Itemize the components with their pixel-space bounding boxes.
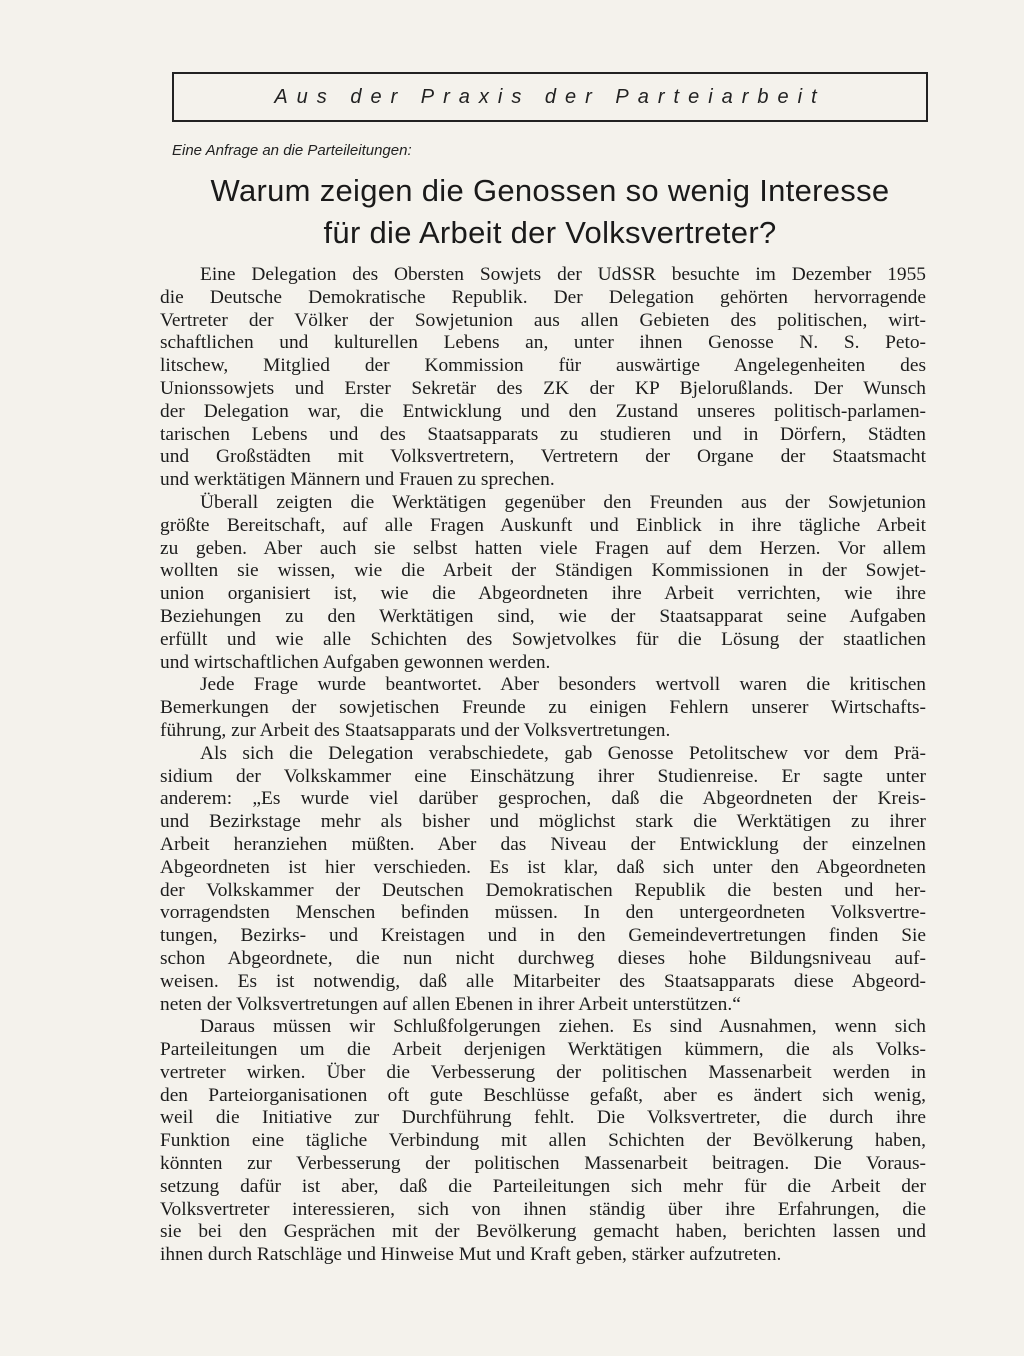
text-line: sie bei den Gesprächen mit der Bevölkerung gemacht haben, berichten lassen und	[160, 1221, 926, 1243]
text-line: Arbeit heranziehen müßten. Aber das Niveau der Entwicklung der einzelnen	[160, 833, 926, 855]
article-title-line: für die Arbeit der Volksvertreter?	[323, 215, 777, 250]
text-line: könnten zur Verbesserung der politischen Massenarbeit beitragen. Die Voraus-	[160, 1153, 926, 1175]
text-line: Unionssowjets und Erster Sekretär des ZK der KP Bjelorußlands. Der Wunsch	[160, 377, 926, 399]
article-title	[160, 170, 940, 254]
text-line: setzung dafür ist aber, daß die Parteileitungen sich mehr für die Arbeit der	[160, 1175, 926, 1197]
paragraph	[160, 674, 926, 742]
paragraph	[160, 492, 926, 674]
text-line: sidium der Volkskammer eine Einschätzung ihrer Studienreise. Er sagte unter	[160, 765, 926, 787]
text-line: vorragendsten Menschen befinden müssen. In den untergeordneten Volksvertre-	[160, 902, 926, 924]
text-line: schaftlichen und kulturellen Lebens an, unter ihnen Genosse N. S. Peto-	[160, 332, 926, 354]
text-line: Abgeordneten ist hier verschieden. Es ist klar, daß sich unter den Abgeordneten	[160, 856, 926, 878]
text-line: Volksvertreter interessieren, sich von ihnen ständig über ihre Erfahrungen, die	[160, 1198, 926, 1220]
text-line: Jede Frage wurde beantwortet. Aber besonders wertvoll waren die kritischen	[200, 674, 926, 696]
text-line: Vertreter der Völker der Sowjetunion aus allen Gebieten des politischen, wirt-	[160, 309, 926, 331]
text-line: anderem: „Es wurde viel darüber gesprochen, daß die Abgeordneten der Kreis-	[160, 788, 926, 810]
text-line: tarischen Lebens und des Staatsapparats zu studieren und in Dörfern, Städten	[160, 423, 926, 445]
text-line: wollten sie wissen, wie die Arbeit der Ständigen Kommissionen in der Sowjet-	[160, 560, 926, 582]
text-line: größte Bereitschaft, auf alle Fragen Auskunft und Einblick in ihre tägliche Arbeit	[160, 514, 926, 536]
text-line: schon Abgeordnete, die nun nicht durchweg dieses hohe Bildungsniveau auf-	[160, 947, 926, 969]
section-header-box	[172, 72, 928, 122]
paragraph	[160, 264, 926, 492]
article-title-line: Warum zeigen die Genossen so wenig Interesse	[210, 173, 890, 208]
text-line: Daraus müssen wir Schlußfolgerungen ziehen. Es sind Ausnahmen, wenn sich	[200, 1016, 926, 1038]
text-line: weil die Initiative zur Durchführung fehlt. Die Volksvertreter, die durch ihre	[160, 1107, 926, 1129]
text-line: Eine Delegation des Obersten Sowjets der UdSSR besuchte im Dezember 1955	[200, 264, 926, 285]
text-line: und Großstädten mit Volksvertretern, Vertretern der Organe der Staatsmacht	[160, 446, 926, 468]
text-line: Überall zeigten die Werktätigen gegenüber den Freunden aus der Sowjetunion	[200, 491, 926, 513]
text-line: zu geben. Aber auch sie selbst hatten viele Fragen auf dem Herzen. Vor allem	[160, 537, 926, 559]
text-line: und Bezirkstage mehr als bisher und möglichst stark die Werktätigen zu ihrer	[160, 811, 926, 833]
text-line: den Parteiorganisationen oft gute Beschlüsse gefaßt, aber es ändert sich wenig,	[160, 1084, 926, 1106]
text-line: Als sich die Delegation verabschiedete, gab Genosse Petolitschew vor dem Prä-	[200, 742, 926, 764]
text-line: Bemerkungen der sowjetischen Freunde zu einigen Fehlern unserer Wirtschafts-	[160, 697, 926, 719]
text-line: die Deutsche Demokratische Republik. Der Delegation gehörten hervorragende	[160, 286, 926, 308]
paragraph	[160, 1016, 926, 1267]
text-line: der Volkskammer der Deutschen Demokratischen Republik die besten und her-	[160, 879, 926, 901]
text-line: weisen. Es ist notwendig, daß alle Mitarbeiter des Staatsapparats diese Abgeord-	[160, 970, 926, 992]
text-line: führung, zur Arbeit des Staatsapparats und der Volksvertretungen.	[160, 719, 671, 741]
text-line: Beziehungen zu den Werktätigen sind, wie der Staatsapparat seine Aufgaben	[160, 605, 926, 627]
article-kicker: Eine Anfrage an die Parteileitungen:	[172, 142, 412, 159]
text-line: tungen, Bezirks- und Kreistagen und in den Gemeindevertretungen finden Sie	[160, 925, 926, 947]
text-line: neten der Volksvertretungen auf allen Ebenen in ihrer Arbeit unterstützen.“	[160, 993, 741, 1015]
text-line: Funktion eine tägliche Verbindung mit allen Schichten der Bevölkerung haben,	[160, 1130, 926, 1152]
text-line: der Delegation war, die Entwicklung und den Zustand unseres politisch-parlamen-	[160, 400, 926, 422]
text-line: erfüllt und wie alle Schichten des Sowjetvolkes für die Lösung der staatlichen	[160, 628, 926, 650]
text-line: litschew, Mitglied der Kommission für auswärtige Angelegenheiten des	[160, 355, 926, 377]
paragraph	[160, 743, 926, 1017]
text-line: und werktätigen Männern und Frauen zu sprechen.	[160, 469, 555, 491]
text-line: Parteileitungen um die Arbeit derjenigen Werktätigen kümmern, die als Volks-	[160, 1039, 926, 1061]
text-line: union organisiert ist, wie die Abgeordneten ihre Arbeit verrichten, wie ihre	[160, 583, 926, 605]
section-header-title: Aus der Praxis der Parteiarbeit	[274, 85, 826, 108]
text-line: und wirtschaftlichen Aufgaben gewonnen werden.	[160, 651, 551, 673]
article-body	[160, 264, 926, 1267]
text-line: vertreter wirken. Über die Verbesserung der politischen Massenarbeit werden in	[160, 1061, 926, 1083]
text-line: ihnen durch Ratschläge und Hinweise Mut und Kraft geben, stärker aufzutreten.	[160, 1244, 782, 1266]
